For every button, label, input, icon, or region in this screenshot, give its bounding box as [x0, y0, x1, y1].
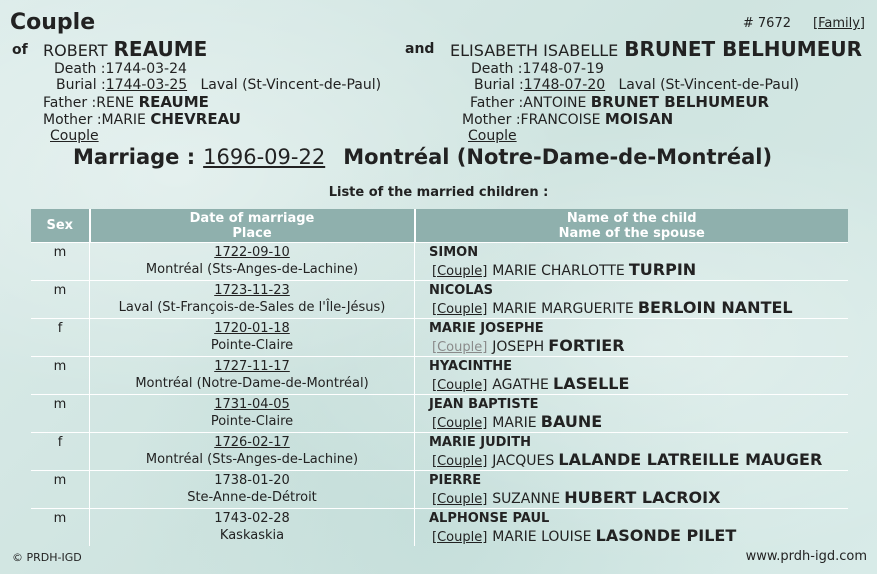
marriage-label: Marriage : — [73, 145, 196, 169]
row-names — [415, 281, 849, 319]
children-title: Liste of the married children : — [328, 185, 549, 200]
wife-death-date: 1748-07-19 — [522, 61, 604, 77]
row-couple-link[interactable]: [Couple] — [432, 492, 488, 507]
row-sex: m — [31, 243, 90, 281]
col-sex: Sex — [31, 209, 90, 243]
row-place: Kaskaskia — [219, 528, 285, 543]
row-sex: m — [31, 509, 90, 547]
husband-father — [43, 93, 209, 111]
row-spouse-given: JACQUES — [492, 453, 555, 469]
wife-burial-label: Burial : — [474, 77, 524, 93]
row-names — [415, 471, 849, 509]
row-date[interactable]: 1722-09-10 — [214, 245, 290, 260]
row-couple-link[interactable]: [Couple] — [432, 416, 488, 431]
row-place: Montréal (Sts-Anges-de-Lachine) — [145, 262, 359, 277]
husband-father-given: RENE — [96, 95, 135, 111]
husband-given: ROBERT — [43, 41, 108, 60]
row-spouse-surname: LALANDE LATREILLE MAUGER — [558, 450, 823, 469]
husband-burial — [56, 77, 381, 93]
marriage-date[interactable]: 1696-09-22 — [203, 145, 326, 169]
row-place: Montréal (Notre-Dame-de-Montréal) — [135, 376, 369, 391]
row-names — [415, 509, 849, 547]
wife-father — [470, 93, 769, 111]
wife-mother-label: Mother : — [462, 112, 521, 128]
husband-burial-date[interactable]: 1744-03-25 — [105, 77, 188, 93]
wife-name — [450, 37, 862, 61]
row-place: Ste-Anne-de-Détroit — [187, 490, 317, 505]
row-date[interactable]: 1726-02-17 — [214, 435, 290, 450]
row-place: Pointe-Claire — [210, 338, 294, 353]
table-row — [31, 471, 848, 509]
row-date-place — [90, 319, 415, 357]
husband-mother — [43, 110, 241, 128]
row-sex: m — [31, 357, 90, 395]
row-spouse-surname: FORTIER — [548, 336, 625, 355]
site-url: www.prdh-igd.com — [745, 549, 867, 564]
wife-mother — [462, 110, 673, 128]
row-spouse-given: MARIE CHARLOTTE — [492, 263, 625, 279]
wife-death-label: Death : — [471, 61, 523, 77]
wife-father-surname: BRUNET BELHUMEUR — [590, 93, 770, 111]
row-date-place — [90, 243, 415, 281]
page-title: Couple — [10, 10, 96, 35]
row-child: JEAN BAPTISTE — [429, 397, 539, 412]
row-date: 1743-02-28 — [214, 511, 290, 526]
table-header-row — [31, 209, 848, 243]
husband-death-date: 1744-03-24 — [105, 61, 187, 77]
wife-couple-link[interactable]: Couple — [468, 128, 517, 144]
row-date-place — [90, 433, 415, 471]
col-date-place — [90, 209, 415, 243]
row-date-place — [90, 281, 415, 319]
row-spouse-surname: LASELLE — [553, 374, 630, 393]
record-id: # 7672 — [742, 16, 791, 31]
family-link[interactable]: [Family] — [813, 16, 865, 31]
row-spouse-surname: TURPIN — [628, 260, 697, 279]
row-spouse-given: MARIE MARGUERITE — [492, 301, 634, 317]
row-names — [415, 243, 849, 281]
wife-mother-surname: MOISAN — [604, 110, 674, 128]
row-couple-link[interactable]: [Couple] — [432, 340, 488, 355]
row-couple-link[interactable]: [Couple] — [432, 302, 488, 317]
row-date-place — [90, 357, 415, 395]
copyright: © PRDH-IGD — [12, 551, 82, 564]
and-label: and — [405, 41, 435, 57]
table-row — [31, 509, 848, 547]
table-row — [31, 433, 848, 471]
wife-father-given: ANTOINE — [523, 95, 587, 111]
row-spouse-given: MARIE — [492, 415, 537, 431]
wife-given: ELISABETH ISABELLE — [450, 41, 619, 60]
row-child: PIERRE — [429, 473, 482, 488]
marriage-line — [73, 145, 772, 169]
table-row — [31, 357, 848, 395]
row-sex: m — [31, 471, 90, 509]
row-couple-link[interactable]: [Couple] — [432, 454, 488, 469]
husband-burial-label: Burial : — [56, 77, 106, 93]
row-date-place — [90, 395, 415, 433]
row-date-place — [90, 471, 415, 509]
row-sex: m — [31, 395, 90, 433]
table-row — [31, 281, 848, 319]
husband-death — [54, 61, 187, 77]
wife-father-label: Father : — [470, 95, 524, 111]
children-table — [31, 209, 848, 546]
row-spouse-given: AGATHE — [492, 377, 549, 393]
wife-mother-given: FRANCOISE — [520, 112, 601, 128]
row-spouse-surname: HUBERT LACROIX — [564, 488, 721, 507]
husband-father-label: Father : — [43, 95, 97, 111]
row-child: MARIE JUDITH — [429, 435, 532, 450]
row-child: SIMON — [429, 245, 479, 260]
table-row — [31, 319, 848, 357]
husband-surname: REAUME — [113, 37, 208, 61]
husband-burial-place: Laval (St-Vincent-de-Paul) — [200, 77, 382, 93]
husband-death-label: Death : — [54, 61, 106, 77]
marriage-place: Montréal (Notre-Dame-de-Montréal) — [343, 145, 773, 169]
row-sex: m — [31, 281, 90, 319]
col-place-label: Place — [232, 225, 272, 241]
wife-burial-place: Laval (St-Vincent-de-Paul) — [618, 77, 800, 93]
row-date[interactable]: 1723-11-23 — [214, 283, 290, 298]
row-spouse-given: SUZANNE — [492, 491, 561, 507]
table-row — [31, 395, 848, 433]
row-place: Pointe-Claire — [210, 414, 294, 429]
wife-death — [471, 61, 604, 77]
row-couple-link[interactable]: [Couple] — [432, 378, 488, 393]
row-sex: f — [31, 433, 90, 471]
row-sex: f — [31, 319, 90, 357]
row-spouse-given: MARIE LOUISE — [492, 529, 592, 545]
row-date[interactable]: 1720-01-18 — [214, 321, 290, 336]
husband-mother-surname: CHEVREAU — [150, 110, 241, 128]
row-date: 1738-01-20 — [214, 473, 290, 488]
col-spouse-label: Name of the spouse — [558, 225, 705, 241]
row-place: Laval (St-François-de-Sales de l'Île-Jésus) — [118, 300, 386, 315]
row-date[interactable]: 1727-11-17 — [214, 359, 290, 374]
row-names — [415, 433, 849, 471]
wife-burial — [474, 77, 799, 93]
row-date[interactable]: 1731-04-05 — [214, 397, 290, 412]
row-couple-link[interactable]: [Couple] — [432, 264, 488, 279]
husband-father-surname: REAUME — [138, 93, 209, 111]
col-date-label: Date of marriage — [189, 210, 315, 226]
row-spouse-surname: BERLOIN NANTEL — [637, 298, 793, 317]
row-names — [415, 357, 849, 395]
husband-mother-label: Mother : — [43, 112, 102, 128]
row-place: Montréal (Sts-Anges-de-Lachine) — [145, 452, 359, 467]
wife-surname: BRUNET BELHUMEUR — [624, 37, 862, 61]
row-date-place — [90, 509, 415, 547]
row-spouse-given: JOSEPH — [492, 339, 545, 355]
wife-burial-date[interactable]: 1748-07-20 — [523, 77, 606, 93]
row-spouse-surname: LASONDE PILET — [595, 526, 737, 545]
husband-couple-link[interactable]: Couple — [50, 128, 99, 144]
row-child: HYACINTHE — [429, 359, 512, 374]
row-names — [415, 319, 849, 357]
row-child: MARIE JOSEPHE — [429, 321, 544, 336]
row-names — [415, 395, 849, 433]
row-child: ALPHONSE PAUL — [429, 511, 550, 526]
husband-mother-given: MARIE — [101, 112, 146, 128]
col-names — [415, 209, 849, 243]
husband-name — [43, 37, 207, 61]
of-label: of — [12, 42, 28, 58]
col-child-label: Name of the child — [566, 210, 697, 226]
table-row — [31, 243, 848, 281]
row-child: NICOLAS — [429, 283, 494, 298]
row-couple-link[interactable]: [Couple] — [432, 530, 488, 545]
row-spouse-surname: BAUNE — [540, 412, 603, 431]
